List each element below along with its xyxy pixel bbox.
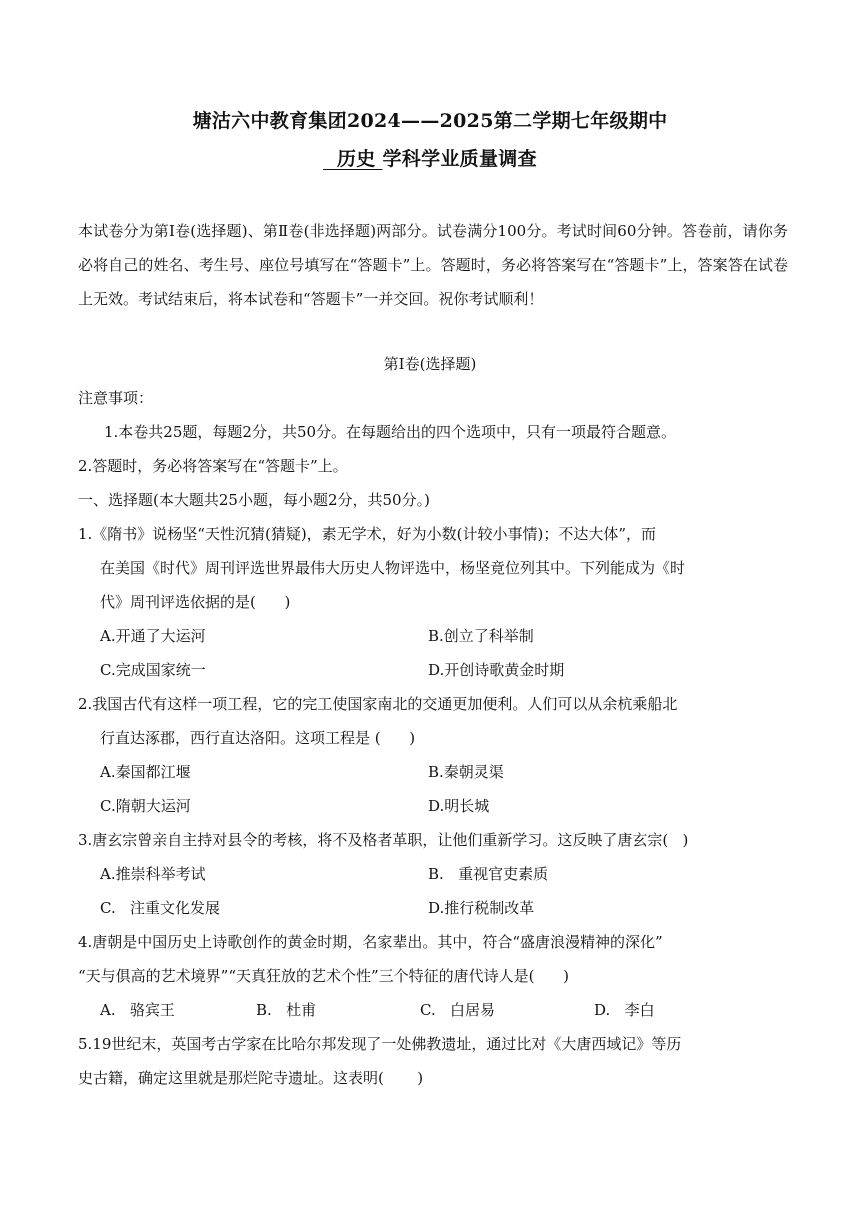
question-1-line-1: 1.《隋书》说杨坚“天性沉猜(猜疑)，素无学术，好为小数(计较小事情)；不达大体”，而 xyxy=(78,525,657,543)
question-2-option-d: D.明长城 xyxy=(428,797,490,815)
question-1-line-3: 代》周刊评选依据的是( ) xyxy=(100,593,291,611)
question-5-line-2: 史古籍，确定这里就是那烂陀寺遗址。这表明( ) xyxy=(78,1069,424,1087)
question-2-option-a: A.秦国都江堰 xyxy=(100,763,191,781)
intro-paragraph: 本试卷分为第Ⅰ卷(选择题)、第Ⅱ卷(非选择题)两部分。试卷满分100分。考试时间60分钟。答卷前，请你务必将自己的姓名、考生号、座位号填写在“答题卡”上。答题时，务必将答案写在“答题卡”上，答案答在试卷上无效。考试结束后，将本试卷和“答题卡”一并交回。祝你考试顺利！ xyxy=(78,222,788,308)
exam-title-line1: 塘沽六中教育集团2024——2025第二学期七年级期中 xyxy=(192,110,668,132)
notice-item-1: 1.本卷共25题，每题2分，共50分。在每题给出的四个选项中，只有一项最符合题意。 xyxy=(104,423,677,441)
question-1-option-c: C.完成国家统一 xyxy=(100,661,206,679)
question-2-option-c: C.隋朝大运河 xyxy=(100,797,191,815)
question-2-line-1: 2.我国古代有这样一项工程，它的完工使国家南北的交通更加便利。人们可以从余杭乘船北 xyxy=(78,695,678,713)
exam-title-line2-rest: 学科学业质量调查 xyxy=(382,148,537,170)
question-4-option-b: B. 杜甫 xyxy=(256,1001,317,1019)
exam-title-line2 xyxy=(0,144,860,171)
question-2-option-b: B.秦朝灵渠 xyxy=(428,763,504,781)
question-4-option-d: D. 李白 xyxy=(594,1001,655,1019)
question-1-option-a: A.开通了大运河 xyxy=(100,627,206,645)
question-3-option-c: C. 注重文化发展 xyxy=(100,899,221,917)
notice-item-2: 2.答题时，务必将答案写在“答题卡”上。 xyxy=(78,457,348,475)
question-3-option-b: B. 重视官吏素质 xyxy=(428,865,549,883)
section-title: 第Ⅰ卷(选择题) xyxy=(383,355,477,373)
question-1-option-b: B.创立了科举制 xyxy=(428,627,534,645)
question-3-option-a: A.推崇科举考试 xyxy=(100,865,206,883)
part-heading: 一、选择题(本大题共25小题，每小题2分，共50分。) xyxy=(78,491,430,509)
question-3-line-1: 3.唐玄宗曾亲自主持对县令的考核，将不及格者革职，让他们重新学习。这反映了唐玄宗( ) xyxy=(78,831,689,849)
question-1-line-2: 在美国《时代》周刊评选世界最伟大历史人物评选中，杨坚竟位列其中。下列能成为《时 xyxy=(100,559,686,577)
question-4-option-c: C. 白居易 xyxy=(420,1001,496,1019)
question-5-line-1: 5.19世纪末，英国考古学家在比哈尔邦发现了一处佛教遗址，通过比对《大唐西域记》等历 xyxy=(78,1035,682,1053)
question-3-option-d: D.推行税制改革 xyxy=(428,899,535,917)
question-4-line-2: “天与俱高的艺术境界”“天真狂放的艺术个性”三个特征的唐代诗人是( ) xyxy=(78,967,569,985)
subject-name: 历史 xyxy=(323,148,383,170)
question-4-option-a: A. 骆宾王 xyxy=(100,1001,175,1019)
question-2-line-2: 行直达涿郡，西行直达洛阳。这项工程是 ( ) xyxy=(100,729,416,747)
question-4-line-1: 4.唐朝是中国历史上诗歌创作的黄金时期，名家辈出。其中，符合“盛唐浪漫精神的深化” xyxy=(78,933,663,951)
question-1-option-d: D.开创诗歌黄金时期 xyxy=(428,661,565,679)
notice-label: 注意事项： xyxy=(78,389,154,407)
